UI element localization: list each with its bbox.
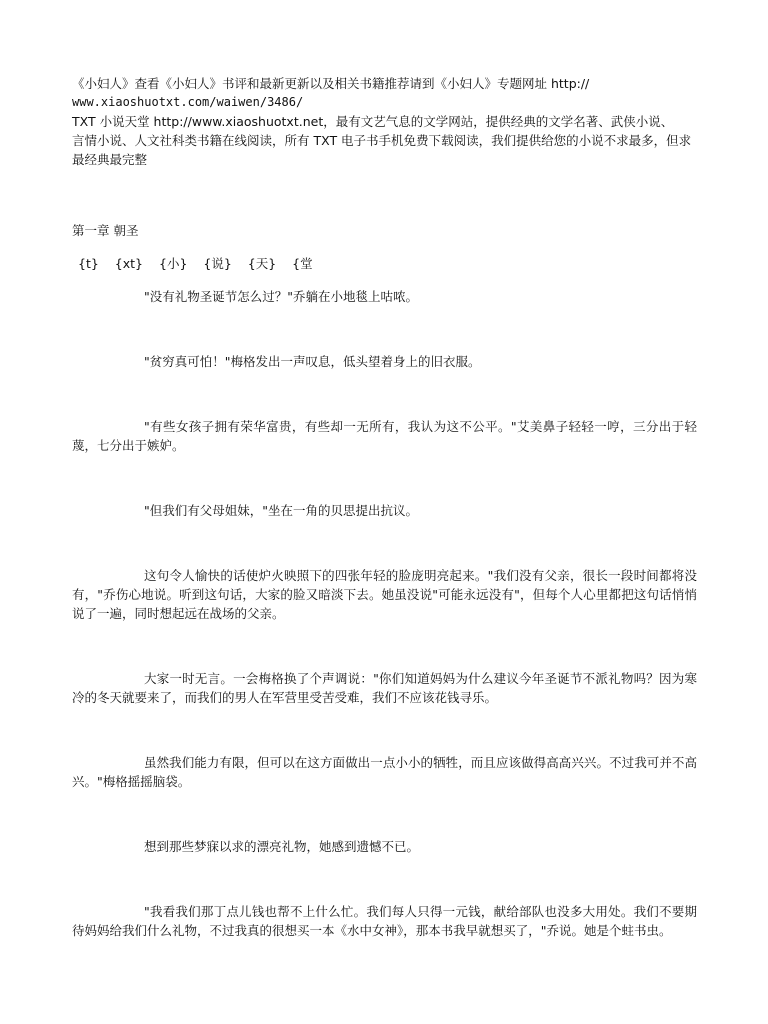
tag-item: {说} bbox=[203, 256, 232, 271]
watermark-tags bbox=[72, 254, 697, 273]
paragraph: "没有礼物圣诞节怎么过？"乔躺在小地毯上咕哝。 bbox=[144, 289, 418, 304]
paragraph: 大家一时无言。一会梅格换了个声调说："你们知道妈妈为什么建议今年圣诞节不派礼物吗？因为寒冷的冬天就要来了，而我们的男人在军营里受苦受难，我们不应该花钱寻乐。 bbox=[72, 671, 697, 705]
tag-item: {xt} bbox=[114, 256, 144, 271]
header-line-1: 《小妇人》查看《小妇人》书评和最新更新以及相关书籍推荐请到《小妇人》专题网址 http:// bbox=[72, 76, 590, 91]
site-header bbox=[72, 74, 697, 169]
chapter-title: 第一章 朝圣 bbox=[72, 223, 139, 238]
tag-item: {天} bbox=[247, 256, 277, 271]
paragraph: "贫穷真可怕！"梅格发出一声叹息，低头望着身上的旧衣服。 bbox=[144, 354, 481, 369]
paragraph: 这句令人愉快的话使炉火映照下的四张年轻的脸庞明亮起来。"我们没有父亲，很长一段时间都将没有，"乔伤心地说。听到这句话，大家的脸又暗淡下去。她虽没说"可能永远没有"，但每个人心里都把这句话悄悄说了一遍，同时想起远在战场的父亲。 bbox=[72, 568, 697, 621]
tag-item: {t} bbox=[78, 256, 99, 271]
header-line-3: TXT 小说天堂 http://www.xiaoshuotxt.net，最有文艺气息的文学网站，提供经典的文学名著、武侠小说、 bbox=[72, 114, 674, 129]
header-line-4: 言情小说、人文社科类书籍在线阅读，所有 TXT 电子书手机免费下载阅读，我们提供给您的小说不求最多，但求 bbox=[72, 133, 692, 148]
tag-item: {小} bbox=[159, 256, 188, 271]
paragraph: "我看我们那丁点儿钱也帮不上什么忙。我们每人只得一元钱，献给部队也没多大用处。我们不要期待妈妈给我们什么礼物，不过我真的很想买一本《水中女神》，那本书我早就想买了，"乔说。她是个蛀书虫。 bbox=[72, 904, 697, 938]
paragraph: 虽然我们能力有限，但可以在这方面做出一点小小的牺牲，而且应该做得高高兴兴。不过我可并不高兴。"梅格摇摇脑袋。 bbox=[72, 755, 697, 789]
paragraph: "但我们有父母姐妹，"坐在一角的贝思提出抗议。 bbox=[144, 503, 418, 518]
header-url-link[interactable]: www.xiaoshuotxt.com/waiwen/3486/ bbox=[72, 95, 304, 109]
header-line-5: 最经典最完整 bbox=[72, 152, 148, 167]
document-page bbox=[72, 74, 697, 940]
tag-item: {堂 bbox=[292, 256, 313, 271]
paragraph: 想到那些梦寐以求的漂亮礼物，她感到遗憾不已。 bbox=[144, 839, 420, 854]
paragraph: "有些女孩子拥有荣华富贵，有些却一无所有，我认为这不公平。"艾美鼻子轻轻一哼，三分出于轻蔑，七分出于嫉妒。 bbox=[72, 419, 697, 453]
